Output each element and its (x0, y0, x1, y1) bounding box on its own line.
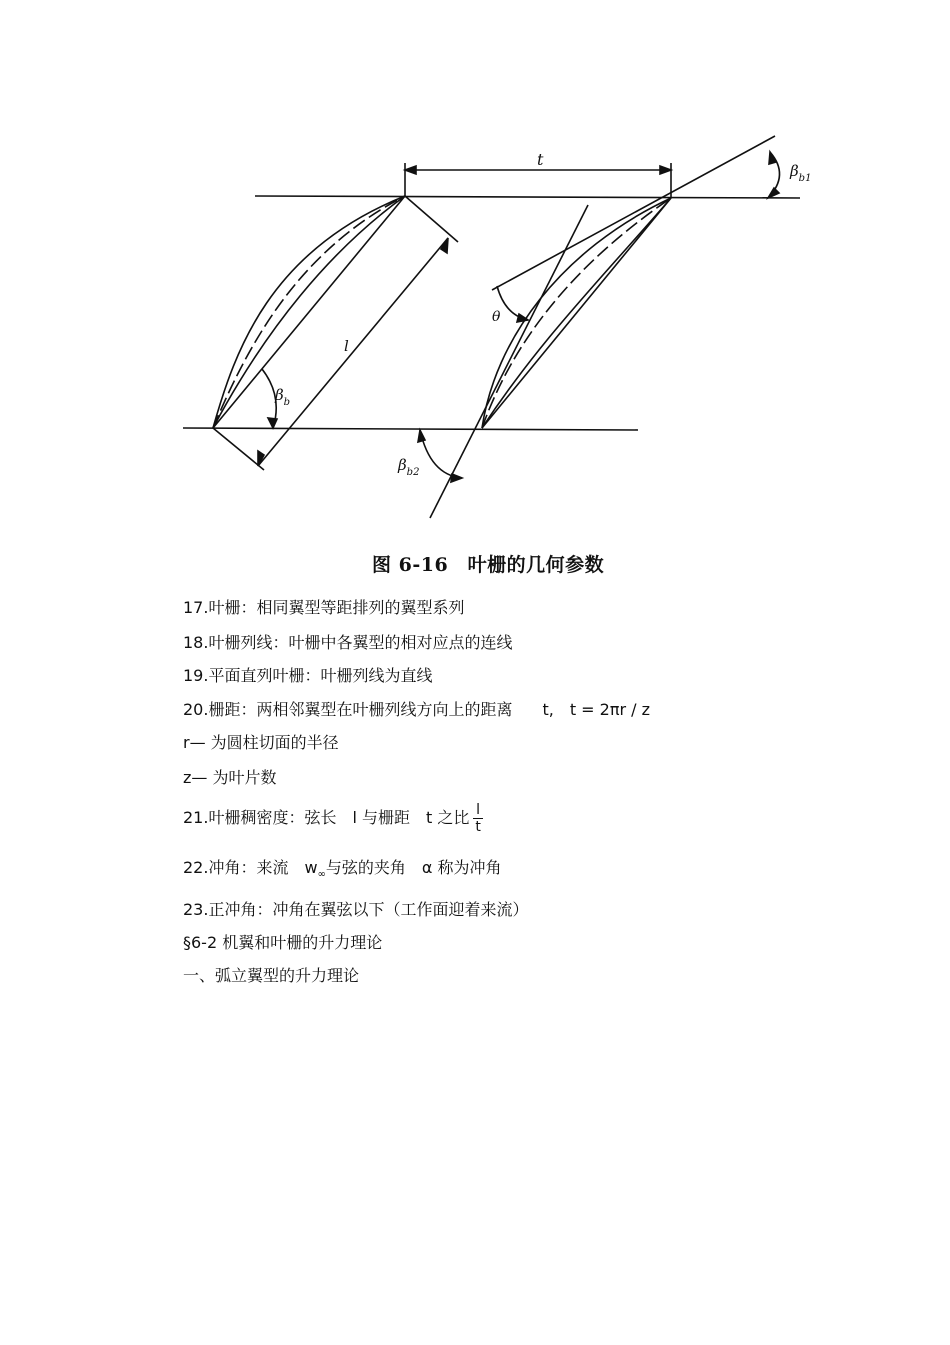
item-22: 22.冲角：来流 $w_\infty$与弦的夹角 α 称为冲角 (183, 858, 502, 881)
theta-arrow (517, 314, 528, 322)
theta-label: θ (492, 309, 501, 325)
item-20-z: z— 为叶片数 (183, 768, 277, 787)
item-20-text: 20.栅距：两相邻翼型在叶栅列线方向上的距离 (183, 700, 513, 719)
outlet-tangent-line (430, 205, 588, 518)
chord-ext-bottom (213, 428, 264, 470)
solidity-fraction: $\frac{l}{t}$ (475, 802, 481, 835)
item-23: 23.正冲角：冲角在翼弦以下（工作面迎着来流） (183, 900, 529, 919)
item-18: 18.叶栅列线：叶栅中各翼型的相对应点的连线 (183, 633, 513, 652)
beta-b2-arc (420, 430, 462, 478)
beta-b1-label: $\beta_{b1}$ (790, 162, 812, 184)
item-21 (183, 800, 483, 836)
chord-ext-top (405, 196, 458, 242)
item-19: 19.平面直列叶栅：叶栅列线为直线 (183, 666, 433, 685)
beta-b1-arrow-bottom (768, 188, 779, 198)
infinity-subscript: ∞ (317, 869, 326, 881)
inlet-tangent-line (492, 136, 775, 290)
chord-arrow-bottom (258, 451, 264, 466)
item-20-formula: t, t = 2πr / z (542, 700, 651, 719)
pitch-label: t (537, 150, 544, 169)
beta-b-label: $\beta_b$ (275, 386, 291, 408)
item-21-text: 21.叶栅稠密度：弦长 l 与栅距 t 之比 (183, 808, 470, 827)
beta-b2-arrow-top (418, 430, 425, 442)
beta-b2-arrow-bottom (451, 474, 462, 482)
pitch-arrow-right (660, 166, 671, 174)
figure-caption: 图 6-16 叶栅的几何参数 (372, 554, 605, 576)
item-20-r: r— 为圆柱切面的半径 (183, 733, 339, 752)
right-blade-chord (482, 198, 671, 428)
beta-b-arrow (268, 418, 277, 428)
pitch-arrow-left (405, 166, 416, 174)
section-6-2-heading: §6-2 机翼和叶栅的升力理论 (183, 933, 383, 952)
item-17: 17.叶栅：相同翼型等距排列的翼型系列 (183, 598, 465, 617)
subsection-1-heading: 一、弧立翼型的升力理论 (183, 966, 360, 985)
item-20 (183, 700, 650, 720)
lower-cascade-line (183, 428, 638, 430)
upper-cascade-line (255, 196, 800, 198)
beta-b2-label: $\beta_{b2}$ (398, 456, 420, 478)
theta-arc (497, 286, 528, 320)
left-blade-chord (213, 196, 405, 428)
chord-label: l (344, 337, 349, 355)
cascade-geometry-figure (0, 0, 950, 580)
